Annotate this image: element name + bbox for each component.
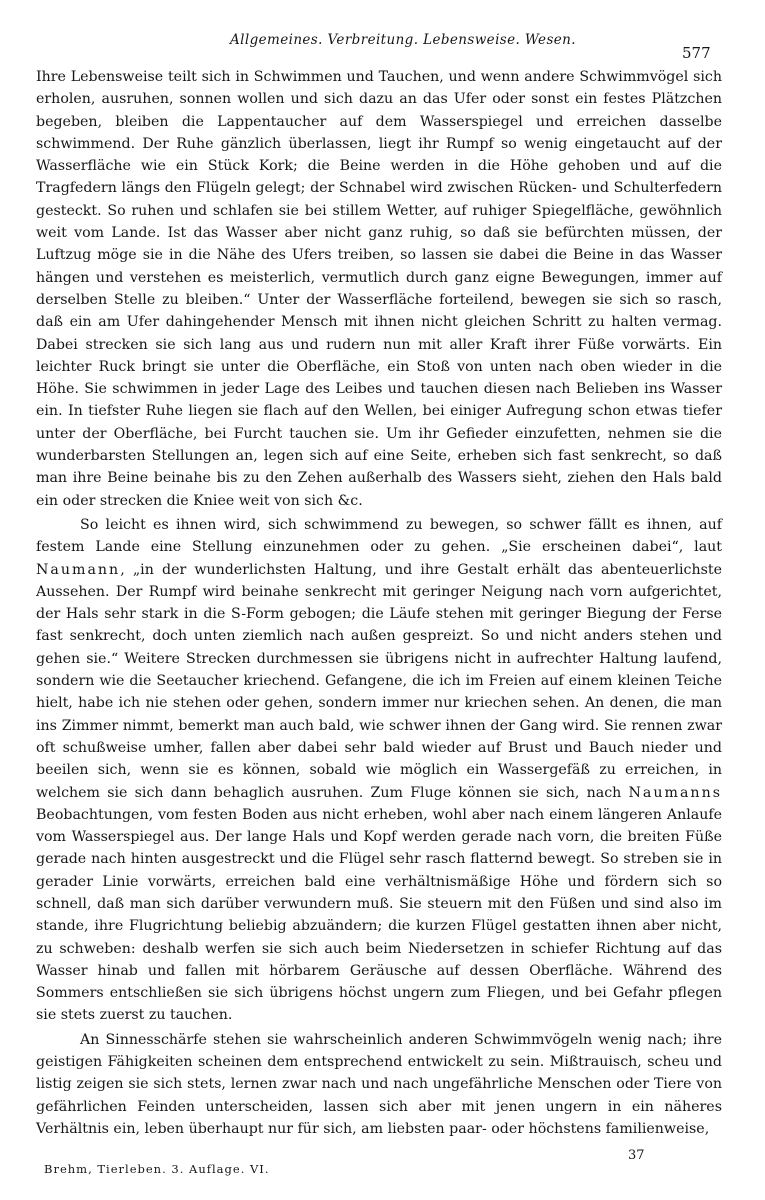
paragraph-3-text: An Sinnesschärfe stehen sie wahrscheinlich anderen Schwimmvögeln wenig nach; ihre geistigen Fähigkeiten scheinen dem entsprechend entwickelt zu sein. Mißtrauisch, scheu und listig zeigen sie sich stets, lernen zwar nach und nach ungefährliche Menschen oder Tiere von gefährlichen Feinden unterscheiden, lassen sich aber mit jenen ungern in ein näheres Verhältnis ein, leben überhaupt nur für sich, am liebsten paar- oder höchstens familienweise, bbox=[36, 1031, 722, 1137]
paragraph-3 bbox=[36, 1029, 722, 1140]
paragraph-1 bbox=[36, 66, 722, 512]
footer-imprint: Brehm, Tierleben. 3. Auflage. VI. bbox=[44, 1162, 270, 1176]
paragraph-2-text-a: So leicht es ihnen wird, sich schwimmend zu bewegen, so schwer fällt es ihnen, auf festem Lande eine Stellung einzunehmen oder zu gehen. „Sie erscheinen dabei“, laut bbox=[36, 516, 722, 556]
author-name-naumanns: Naumanns bbox=[628, 784, 722, 801]
page-number: 577 bbox=[682, 44, 711, 62]
paragraph-1-text: Ihre Lebensweise teilt sich in Schwimmen und Tauchen, und wenn andere Schwimmvögel sich erholen, ausruhen, sonnen wollen und sich dazu an das Ufer oder sonst ein festes Plätzchen begeben, bleiben die Lappentaucher auf dem Wasserspiegel und erreichen dasselbe schwimmend. Der Ruhe gänzlich überlassen, liegt ihr Rumpf so wenig eingetaucht auf der Wasserfläche wie ein Stück Kork; die Beine werden in die Höhe gehoben und auf die Tragfedern längs den Flügeln gelegt; der Schnabel wird zwischen Rücken- und Schulterfedern gesteckt. So ruhen und schlafen sie bei stillem Wetter, auf ruhiger Spiegelfläche, gewöhnlich weit vom Lande. Ist das Wasser aber nicht ganz ruhig, so daß sie befürchten müssen, der Luftzug möge sie in die Nähe des Ufers treiben, so lassen sie dabei die Beine in das Wasser hängen und verstehen es meisterlich, vermutlich durch ganz eigne Bewegungen, immer auf derselben Stelle zu bleiben.“ Unter der Wasserfläche forteilend, bewegen sie sich so rasch, daß ein am Ufer dahingehender Mensch mit ihnen nicht gleichen Schritt zu halten vermag. Dabei strecken sie sich lang aus und rudern nun mit aller Kraft ihrer Füße vorwärts. Ein leichter Ruck bringt sie unter die Oberfläche, ein Stoß von unten nach oben wieder in die Höhe. Sie schwimmen in jeder Lage des Leibes und tauchen diesen nach Belieben ins Wasser ein. In tiefster Ruhe liegen sie flach auf den Wellen, bei einiger Aufregung schon etwas tiefer unter der Oberfläche, bei Furcht tauchen sie. Um ihr Gefieder einzufetten, nehmen sie die wunderbarsten Stellungen an, legen sich auf eine Seite, erheben sich fast senkrecht, so daß man ihre Beine beinahe bis zu den Zehen außerhalb des Wassers sieht, ziehen den Hals bald ein oder strecken die Kniee weit von sich &c. bbox=[36, 69, 722, 509]
sheet-signature: 37 bbox=[628, 1148, 645, 1163]
running-head: Allgemeines. Verbreitung. Lebensweise. Wesen. bbox=[230, 32, 576, 48]
author-name-naumann: Naumann bbox=[36, 561, 121, 578]
paragraph-2-text-b: , „in der wunderlichsten Haltung, und ihre Gestalt erhält das abenteuerlichste Aussehen. Der Rumpf wird beinahe senkrecht mit geringer Neigung nach vorn aufgerichtet, der Hals sehr stark in die S-Form gebogen; die Läufe stehen mit geringer Biegung der Ferse fast senkrecht, doch unten ziemlich nach außen gespreizt. So und nicht anders stehen und gehen sie.“ Weitere Strecken durchmessen sie übrigens nicht in aufrechter Haltung laufend, sondern wie die Seetaucher kriechend. Gefangene, die ich im Freien auf einem kleinen Teiche hielt, habe ich nie stehen oder gehen, sondern immer nur kriechen sehen. An denen, die man ins Zimmer nimmt, bemerkt man auch bald, wie schwer ihnen der Gang wird. Sie rennen zwar oft schußweise umher, fallen aber dabei sehr bald wieder auf Brust und Bauch nieder und beeilen sich, wenn sie es können, sobald wie möglich ein Wassergefäß zu erreichen, in welchem sie sich dann behaglich ausruhen. Zum Fluge können sie sich, nach bbox=[36, 561, 722, 801]
body-text bbox=[36, 66, 722, 1140]
paragraph-2 bbox=[36, 514, 722, 1027]
paragraph-2-text-c: Beobachtungen, vom festen Boden aus nicht erheben, wohl aber nach einem längeren Anlaufe vom Wasserspiegel aus. Der lange Hals und Kopf werden gerade nach vorn, die breiten Füße gerade nach hinten ausgestreckt und die Flügel sehr rasch flatternd bewegt. So streben sie in gerader Linie vorwärts, erreichen bald eine verhältnismäßige Höhe und fördern sich so schnell, daß man sich darüber verwundern muß. Sie steuern mit den Füßen und sind also im stande, ihre Flugrichtung beliebig abzuändern; die kurzen Flügel gestatten ihnen aber nicht, zu schweben: deshalb werfen sie sich auch beim Niedersetzen in schiefer Richtung auf das Wasser hinab und fallen mit hörbarem Geräusche auf dessen Oberfläche. Während des Sommers entschließen sie sich übrigens höchst ungern zum Fliegen, und bei Gefahr pflegen sie stets zuerst zu tauchen. bbox=[36, 806, 722, 1024]
